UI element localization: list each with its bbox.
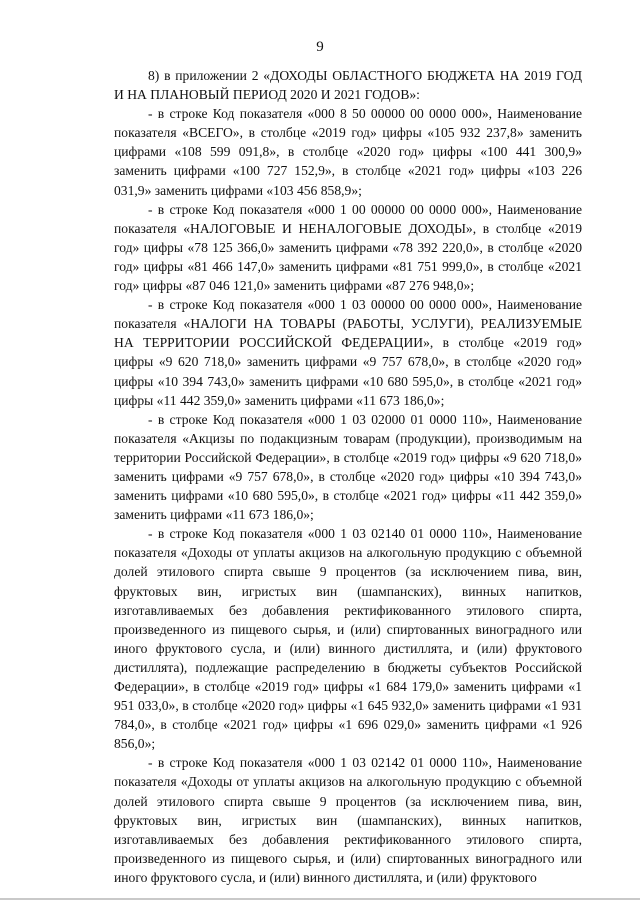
paragraph-alcohol-excise-02142-row: - в строке Код показателя «000 1 03 02142 01 0000 110», Наименование показателя «Доходы от уплаты акцизов на алкогольную продукцию с объемной долей этилового спирта свыше 9 процентов (за исключением пива, вин, фруктовых вин, игристых вин (шампанских), винных напитков, изготавливаемых без добавления ректификованного этилового спирта, произведенного из пищевого сырья, и (или) спиртованных виноградного или иного фруктового сусла, и (или) винного дистиллята, и (или) фруктового xyxy=(114,755,582,885)
paragraph-total-row: - в строке Код показателя «000 8 50 00000 00 0000 000», Наименование показателя «ВСЕГО», в столбце «2019 год» цифры «105 932 237,8» заменить цифрами «108 599 091,8», в столбце «2020 год» цифры «100 441 300,9» заменить цифрами «100 727 152,9», в столбце «2021 год» цифры «103 226 031,9» заменить цифрами «103 456 858,9»; xyxy=(114,106,582,198)
page-number: 9 xyxy=(316,39,324,55)
document-body xyxy=(114,66,582,887)
paragraph-excise-row: - в строке Код показателя «000 1 03 02000 01 0000 110», Наименование показателя «Акцизы по подакцизным товарам (продукции), производимым на территории Российской Федерации», в столбце «2019 год» цифры «9 620 718,0» заменить цифрами «9 757 678,0», в столбце «2020 год» цифры «10 394 743,0» заменить цифрами «10 680 595,0», в столбце «2021 год» цифры «11 442 359,0» заменить цифрами «11 673 186,0»; xyxy=(114,411,582,523)
bottom-divider xyxy=(0,898,640,900)
paragraph-goods-taxes-row: - в строке Код показателя «000 1 03 00000 00 0000 000», Наименование показателя «НАЛОГИ НА ТОВАРЫ (РАБОТЫ, УСЛУГИ), РЕАЛИЗУЕМЫЕ НА ТЕРРИТОРИИ РОССИЙСКОЙ ФЕДЕРАЦИИ», в столбце «2019 год» цифры «9 620 718,0» заменить цифрами «9 757 678,0», в столбце «2020 год» цифры «10 394 743,0» заменить цифрами «10 680 595,0», в столбце «2021 год» цифры «11 442 359,0» заменить цифрами «11 673 186,0»; xyxy=(114,297,582,408)
paragraph-tax-nontax-row: - в строке Код показателя «000 1 00 00000 00 0000 000», Наименование показателя «НАЛОГОВЫЕ И НЕНАЛОГОВЫЕ ДОХОДЫ», в столбце «2019 год» цифры «78 125 366,0» заменить цифрами «78 392 220,0», в столбце «2020 год» цифры «81 466 147,0» заменить цифрами «81 751 999,0», в столбце «2021 год» цифры «87 046 121,0» заменить цифрами «87 276 948,0»; xyxy=(114,201,582,294)
paragraph-alcohol-excise-02140-row: - в строке Код показателя «000 1 03 02140 01 0000 110», Наименование показателя «Доходы от уплаты акцизов на алкогольную продукцию с объемной долей этилового спирта свыше 9 процентов (за исключением пива, вин, фруктовых вин, игристых вин (шампанских), винных напитков, изготавливаемых без добавления ректификованного этилового спирта, произведенного из пищевого сырья, и (или) спиртованных виноградного или иного фруктового сусла, и (или) винного дистиллята, и (или) фруктового дистиллята), подлежащие распределению в бюджеты субъектов Российской Федерации», в столбце «2019 год» цифры «1 684 179,0» заменить цифрами «1 951 033,0», в столбце «2020 год» цифры «1 645 932,0» заменить цифрами «1 931 784,0», в столбце «2021 год» цифры «1 696 029,0» заменить цифрами «1 926 856,0»; xyxy=(114,526,582,752)
paragraph-intro: 8) в приложении 2 «ДОХОДЫ ОБЛАСТНОГО БЮДЖЕТА НА 2019 ГОД И НА ПЛАНОВЫЙ ПЕРИОД 2020 И 2021 ГОДОВ»: xyxy=(114,68,582,103)
